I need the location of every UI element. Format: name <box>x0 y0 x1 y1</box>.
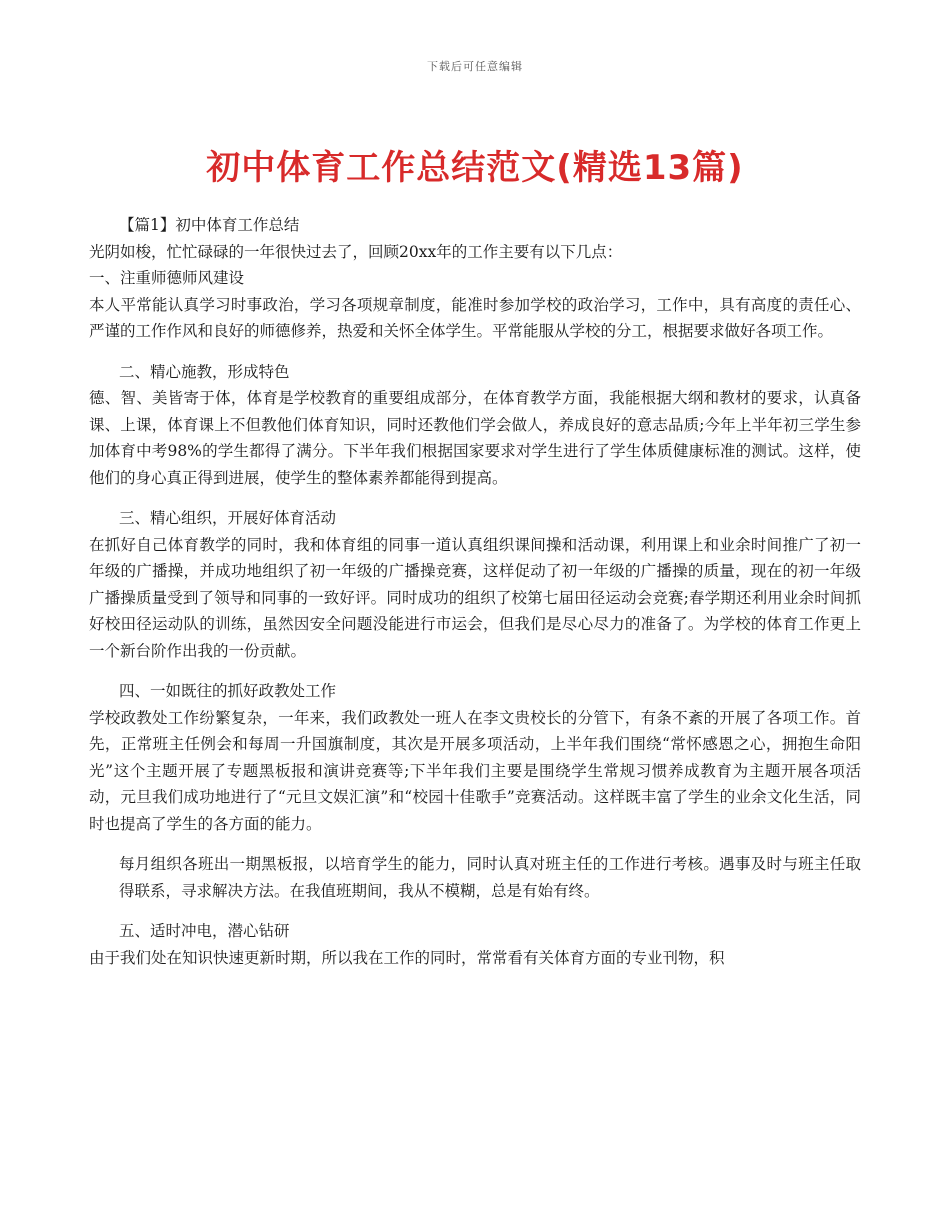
section-heading: 一、注重师德师风建设 <box>89 269 245 287</box>
body-paragraph: 由于我们处在知识快速更新时期，所以我在工作的同时，常常看有关体育方面的专业刊物，积 <box>89 948 725 967</box>
body-paragraph: 学校政教处工作纷繁复杂，一年来，我们政教处一班人在李文贵校长的分管下，有条不紊的开展了各项工作。首先，正常班主任例会和每周一升国旗制度，其次是开展多项活动，上半年我们围绕“常怀感恩之心，拥抱生命阳光”这个主题开展了专题黑板报和演讲竞赛等;下半年我们主要是围绕学生常规习惯养成教育为主题开展各项活动，元旦我们成功地进行了“元旦文娱汇演”和“校园十佳歌手”竞赛活动。这样既丰富了学生的业余文化生活，同时也提高了学生的各方面的能力。 <box>89 708 861 833</box>
section-heading: 二、精心施教，形成特色 <box>119 362 290 381</box>
section-heading: 三、精心组织，开展好体育活动 <box>119 509 337 527</box>
document-body <box>89 212 861 971</box>
body-paragraph: 光阴如梭，忙忙碌碌的一年很快过去了，回顾20xx年的工作主要有以下几点： <box>89 242 623 261</box>
section-heading: 五、适时冲电，潜心钻研 <box>119 922 290 940</box>
body-paragraph: 每月组织各班出一期黑板报，以培育学生的能力，同时认真对班主任的工作进行考核。遇事及时与班主任取得联系，寻求解决方法。在我值班期间，我从不模糊，总是有始有终。 <box>119 855 861 900</box>
document-title: 初中体育工作总结范文(精选13篇) <box>206 148 744 188</box>
section-heading: 四、一如既往的抓好政教处工作 <box>119 682 337 700</box>
body-paragraph: 德、智、美皆寄于体，体育是学校教育的重要组成部分，在体育教学方面，我能根据大纲和教材的要求，认真备课、上课，体育课上不但教他们体育知识，同时还教他们学会做人，养成良好的意志品质;今年上半年初三学生参加体育中考98%的学生都得了满分。下半年我们根据国家要求对学生进行了学生体质健康标准的测试。这样，使他们的身心真正得到进展，使学生的整体素养都能得到提高。 <box>89 389 861 487</box>
section-heading: 【篇1】初中体育工作总结 <box>119 216 300 234</box>
body-paragraph: 本人平常能认真学习时事政治，学习各项规章制度，能准时参加学校的政治学习，工作中，具有高度的责任心、严谨的工作作风和良好的师德修养，热爱和关怀全体学生。平常能服从学校的分工，根据要求做好各项工作。 <box>89 295 861 340</box>
header-note: 下载后可任意编辑 <box>427 60 523 73</box>
body-paragraph: 在抓好自己体育教学的同时，我和体育组的同事一道认真组织课间操和活动课，利用课上和业余时间推广了初一年级的广播操，并成功地组织了初一年级的广播操竞赛，这样促动了初一年级的广播操的质量，现在的初一年级广播操质量受到了领导和同事的一致好评。同时成功的组织了校第七届田径运动会竞赛;春学期还利用业余时间抓好校田径运动队的训练，虽然因安全问题没能进行市运会，但我们是尽心尽力的准备了。为学校的体育工作更上一个新台阶作出我的一份贡献。 <box>89 535 861 660</box>
